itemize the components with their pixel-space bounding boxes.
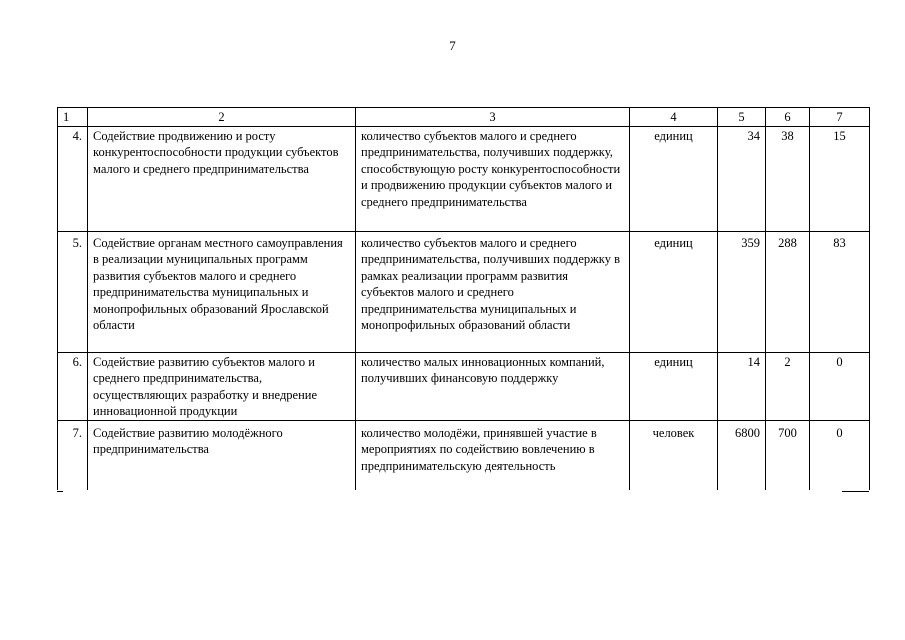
row-number: 7. bbox=[58, 420, 88, 490]
value-col5-cell: 34 bbox=[718, 126, 766, 231]
page-number: 7 bbox=[449, 38, 456, 53]
indicator-cell: количество субъектов малого и среднего предпринимательства, получивших поддержку в рамках реализации программ развития субъектов малого и среднего предпринимательства муниципальных и монопрофильных образований области bbox=[356, 231, 630, 352]
indicator-cell: количество субъектов малого и среднего предпринимательства, получивших поддержку, способствующую росту конкурентоспособности и продвижению продукции субъектов малого и среднего предпринимательства bbox=[356, 126, 630, 231]
value-col6-cell: 2 bbox=[766, 352, 810, 420]
row-number: 6. bbox=[58, 352, 88, 420]
measure-cell: Содействие продвижению и росту конкурентоспособности продукции субъектов малого и среднего предпринимательства bbox=[88, 126, 356, 231]
value-col7-cell: 0 bbox=[810, 420, 870, 490]
table-row bbox=[58, 352, 870, 420]
value-col6-cell: 38 bbox=[766, 126, 810, 231]
value-col6-cell: 288 bbox=[766, 231, 810, 352]
unit-cell: человек bbox=[630, 420, 718, 490]
value-col7-cell: 83 bbox=[810, 231, 870, 352]
header-cell-1: 1 bbox=[58, 108, 88, 127]
value-col5-cell: 359 bbox=[718, 231, 766, 352]
header-cell-7: 7 bbox=[810, 108, 870, 127]
row-number: 5. bbox=[58, 231, 88, 352]
header-cell-5: 5 bbox=[718, 108, 766, 127]
unit-cell: единиц bbox=[630, 352, 718, 420]
header-cell-6: 6 bbox=[766, 108, 810, 127]
bottom-rule-segment bbox=[842, 491, 869, 492]
table-row bbox=[58, 231, 870, 352]
measures-table bbox=[57, 107, 870, 490]
header-row bbox=[58, 108, 870, 127]
header-cell-3: 3 bbox=[356, 108, 630, 127]
value-col7-cell: 15 bbox=[810, 126, 870, 231]
bottom-rule-segment bbox=[57, 491, 63, 492]
measure-cell: Содействие органам местного самоуправления в реализации муниципальных программ развития субъектов малого и среднего предпринимательства муниципальных и монопрофильных образований Ярославской области bbox=[88, 231, 356, 352]
table-row bbox=[58, 420, 870, 490]
indicator-cell: количество молодёжи, принявшей участие в мероприятиях по содействию вовлечению в предпринимательскую деятельность bbox=[356, 420, 630, 490]
unit-cell: единиц bbox=[630, 126, 718, 231]
value-col5-cell: 14 bbox=[718, 352, 766, 420]
measure-cell: Содействие развитию молодёжного предпринимательства bbox=[88, 420, 356, 490]
value-col5-cell: 6800 bbox=[718, 420, 766, 490]
table-row bbox=[58, 126, 870, 231]
header-cell-4: 4 bbox=[630, 108, 718, 127]
unit-cell: единиц bbox=[630, 231, 718, 352]
indicator-cell: количество малых инновационных компаний, получивших финансовую поддержку bbox=[356, 352, 630, 420]
row-number: 4. bbox=[58, 126, 88, 231]
value-col6-cell: 700 bbox=[766, 420, 810, 490]
header-cell-2: 2 bbox=[88, 108, 356, 127]
measure-cell: Содействие развитию субъектов малого и среднего предпринимательства, осуществляющих разработку и внедрение инновационной продукции bbox=[88, 352, 356, 420]
value-col7-cell: 0 bbox=[810, 352, 870, 420]
